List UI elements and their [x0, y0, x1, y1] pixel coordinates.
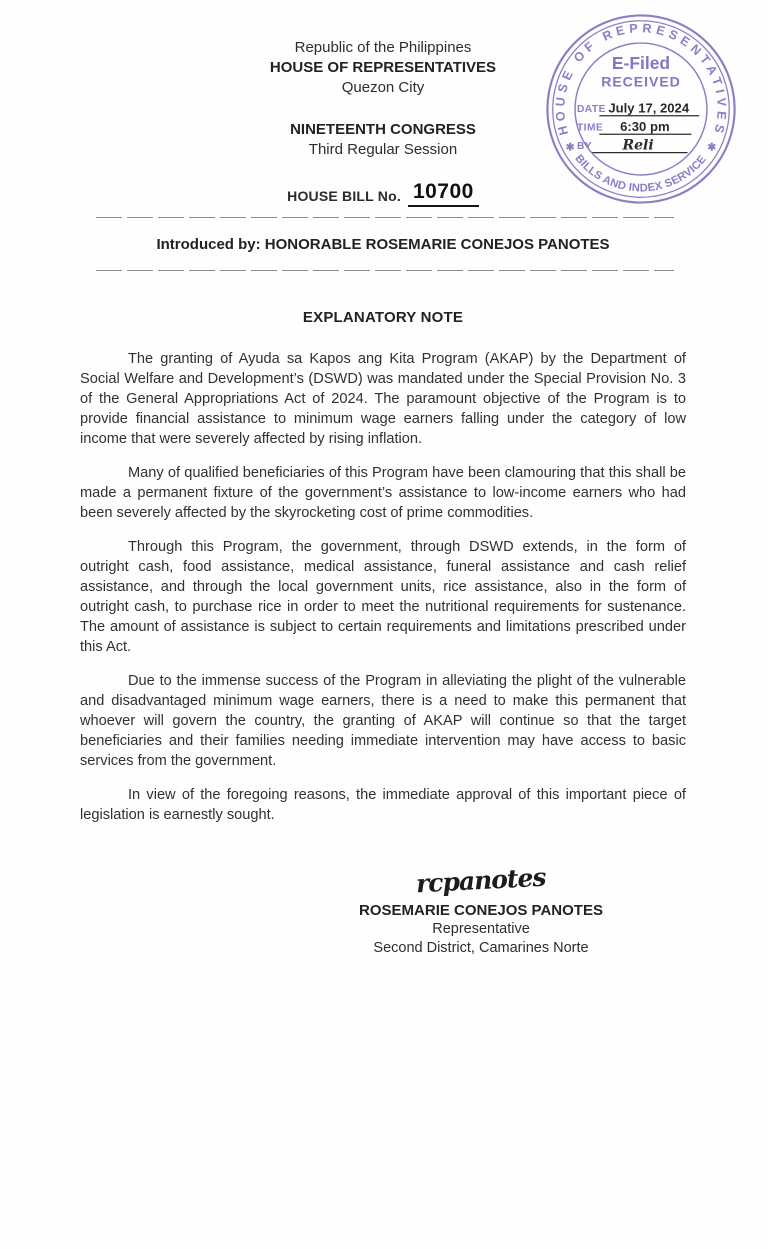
stamp-star-right: ✱	[707, 141, 717, 154]
bill-number-label: HOUSE BILL No.	[287, 188, 401, 204]
signatory-district: Second District, Camarines Norte	[373, 940, 589, 956]
paragraph: In view of the foregoing reasons, the immediate approval of this important piece of legislation is earnestly sought.	[80, 787, 686, 823]
paragraph: Through this Program, the government, through DSWD extends, in the form of outright cash, food assistance, medical assistance, funeral assistance and cash relief assistance, and through the local government units, rice assistance, also in the form of outright cash, to purchase rice in order to meet the nutritional requirements for sustenance. The amount of assistance is subject to certain requirements and limitations prescribed under this Act.	[80, 539, 686, 655]
session-line: Third Regular Session	[308, 141, 458, 158]
divider-line-top	[96, 217, 674, 219]
city-line: Quezon City	[341, 79, 425, 96]
stamp-by-label: BY	[576, 140, 593, 152]
explanatory-note-title: EXPLANATORY NOTE	[302, 309, 464, 326]
stamp-by-value: Reli	[622, 137, 654, 154]
received-stamp	[540, 12, 742, 206]
stamp-ring-top-text: HOUSE OF REPRESENTATIVES	[553, 21, 729, 137]
stamp-time-label: TIME	[576, 122, 604, 134]
introduced-by-line: Introduced by: HONORABLE ROSEMARIE CONEJOS PANOTES	[156, 236, 610, 253]
received-stamp-icon	[540, 12, 742, 206]
stamp-efiled-text: E-Filed	[611, 53, 671, 74]
explanatory-note-body	[80, 349, 686, 825]
house-line: HOUSE OF REPRESENTATIVES	[269, 59, 497, 76]
signature-script: rcpanotes	[415, 862, 547, 899]
stamp-star-left: ✱	[565, 141, 575, 154]
republic-line: Republic of the Philippines	[294, 39, 472, 56]
stamp-date-value: July 17, 2024	[608, 100, 690, 116]
stamp-ring-bottom-text: BILLS AND INDEX SERVICE	[572, 152, 710, 195]
signatory-name: ROSEMARIE CONEJOS PANOTES	[359, 902, 603, 919]
paragraph: Due to the immense success of the Program in alleviating the plight of the vulnerable and disadvantaged minimum wage earners, there is a need to make this permanent that whoever will govern the country, the granting of AKAP will continue so that the target beneficiaries and their families needing immediate intervention may have access to basic services from the government.	[80, 673, 686, 769]
signature-block	[320, 862, 642, 958]
stamp-received-text: RECEIVED	[601, 73, 681, 90]
bill-number-value: 10700	[408, 180, 479, 207]
paragraph: The granting of Ayuda sa Kapos ang Kita Program (AKAP) by the Department of Social Welfare and Development’s (DSWD) was mandated under the Special Provision No. 3 of the General Appropriations Act of 2024. The paramount objective of the Program is to provide financial assistance to minimum wage earners falling under the category of low income that were severely affected by rising inflation.	[80, 351, 686, 447]
stamp-date-label: DATE	[576, 103, 606, 115]
divider-line-bottom	[96, 270, 674, 272]
paragraph: Many of qualified beneficiaries of this Program have been clamouring that this shall be made a permanent fixture of the government’s assistance to low-income earners who had been severely affected by the skyrocketing cost of prime commodities.	[80, 465, 686, 521]
stamp-time-value: 6:30 pm	[620, 118, 670, 134]
signatory-role: Representative	[432, 921, 530, 937]
congress-line: NINETEENTH CONGRESS	[290, 121, 476, 138]
